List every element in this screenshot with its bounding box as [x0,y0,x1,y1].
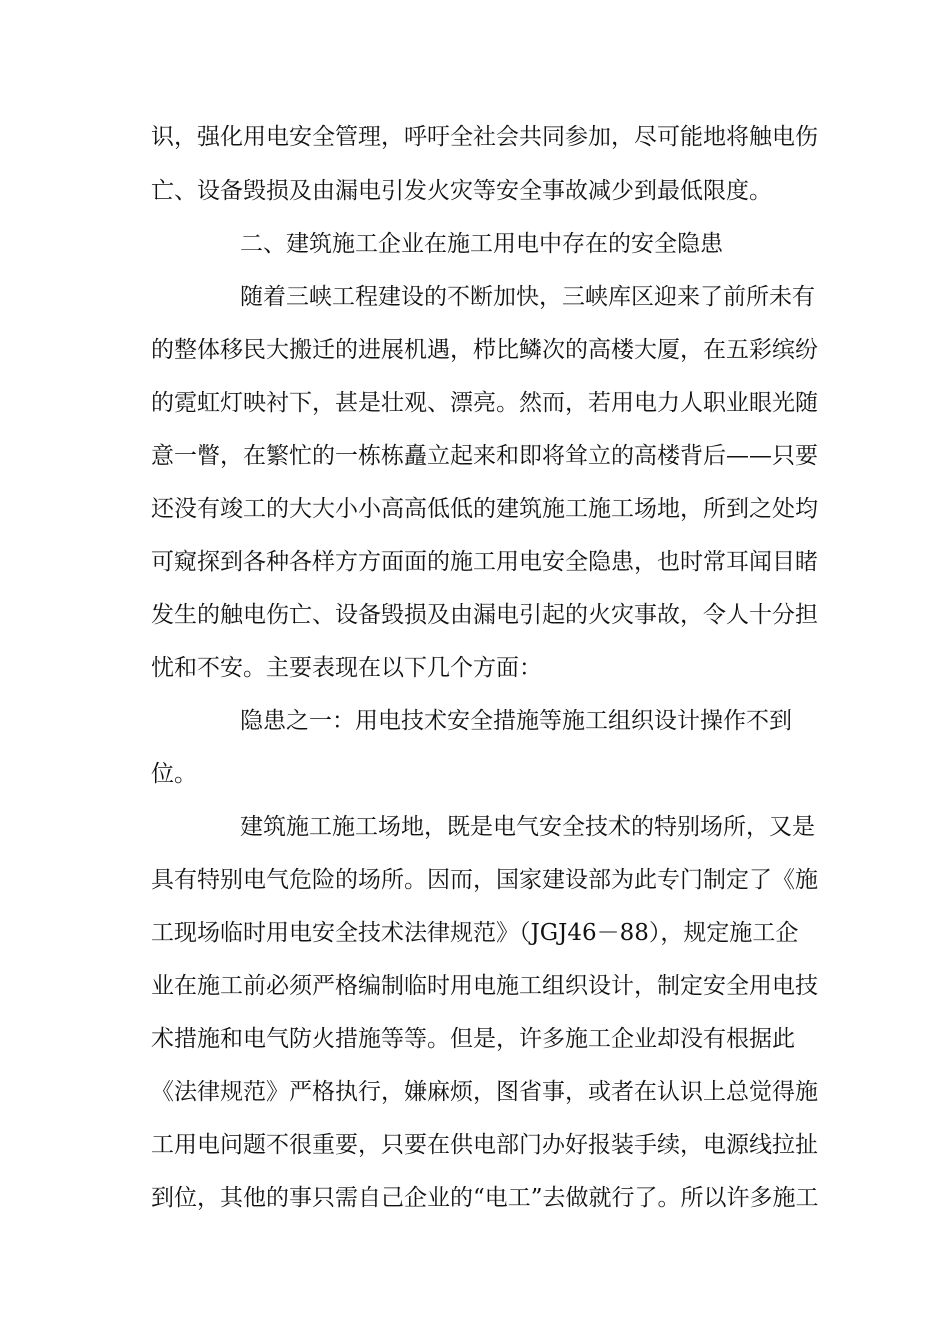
paragraph-3-line-7: 工用电问题不很重要，只要在供电部门办好报装手续，电源线拉扯 [151,1132,818,1158]
paragraph-3-line-2: 具有特别电气危险的场所。因而，国家建设部为此专门制定了《施 [151,867,818,893]
paragraph-2-line-6: 可窥探到各种各样方方面面的施工用电安全隐患，也时常耳闻目睹 [151,549,818,575]
paragraph-3-line-5: 术措施和电气防火措施等等。但是，许多施工企业却没有根据此 [151,1026,795,1052]
paragraph-1-line-2: 亡、设备毁损及由漏电引发火灾等安全事故减少到最低限度。 [151,178,772,204]
paragraph-2-line-1: 随着三峡工程建设的不断加快，三峡库区迎来了前所未有 [240,284,815,310]
paragraph-2-line-3: 的霓虹灯映衬下，甚是壮观、漂亮。然而，若用电力人职业眼光随 [151,390,818,416]
hazard-heading-line-2: 位。 [151,761,197,787]
paragraph-3-line-4: 业在施工前必须严格编制临时用电施工组织设计，制定安全用电技 [151,973,818,999]
paragraph-2-line-7: 发生的触电伤亡、设备毁损及由漏电引起的火灾事故，令人十分担 [151,602,818,628]
section-heading: 二、建筑施工企业在施工用电中存在的安全隐患 [240,231,723,257]
paragraph-2-line-8: 忧和不安。主要表现在以下几个方面： [151,655,542,681]
paragraph-2-line-4: 意一瞥，在繁忙的一栋栋矗立起来和即将耸立的高楼背后——只要 [151,443,818,469]
paragraph-2-line-2: 的整体移民大搬迁的进展机遇，栉比鳞次的高楼大厦，在五彩缤纷 [151,337,818,363]
paragraph-2-line-5: 还没有竣工的大大小小高高低低的建筑施工施工场地，所到之处均 [151,496,818,522]
paragraph-1-line-1: 识，强化用电安全管理，呼吁全社会共同参加，尽可能地将触电伤 [151,124,818,150]
paragraph-3-line-8: 到位，其他的事只需自己企业的“电工”去做就行了。所以许多施工 [151,1185,819,1211]
hazard-heading-line-1: 隐患之一：用电技术安全措施等施工组织设计操作不到 [240,708,792,734]
paragraph-3-line-3: 工现场临时用电安全技术法律规范》（JGJ46－88），规定施工企 [151,920,799,946]
paragraph-3-line-1: 建筑施工施工场地，既是电气安全技术的特别场所，又是 [240,814,815,840]
paragraph-3-line-6: 《法律规范》严格执行，嫌麻烦，图省事，或者在认识上总觉得施 [151,1079,818,1105]
